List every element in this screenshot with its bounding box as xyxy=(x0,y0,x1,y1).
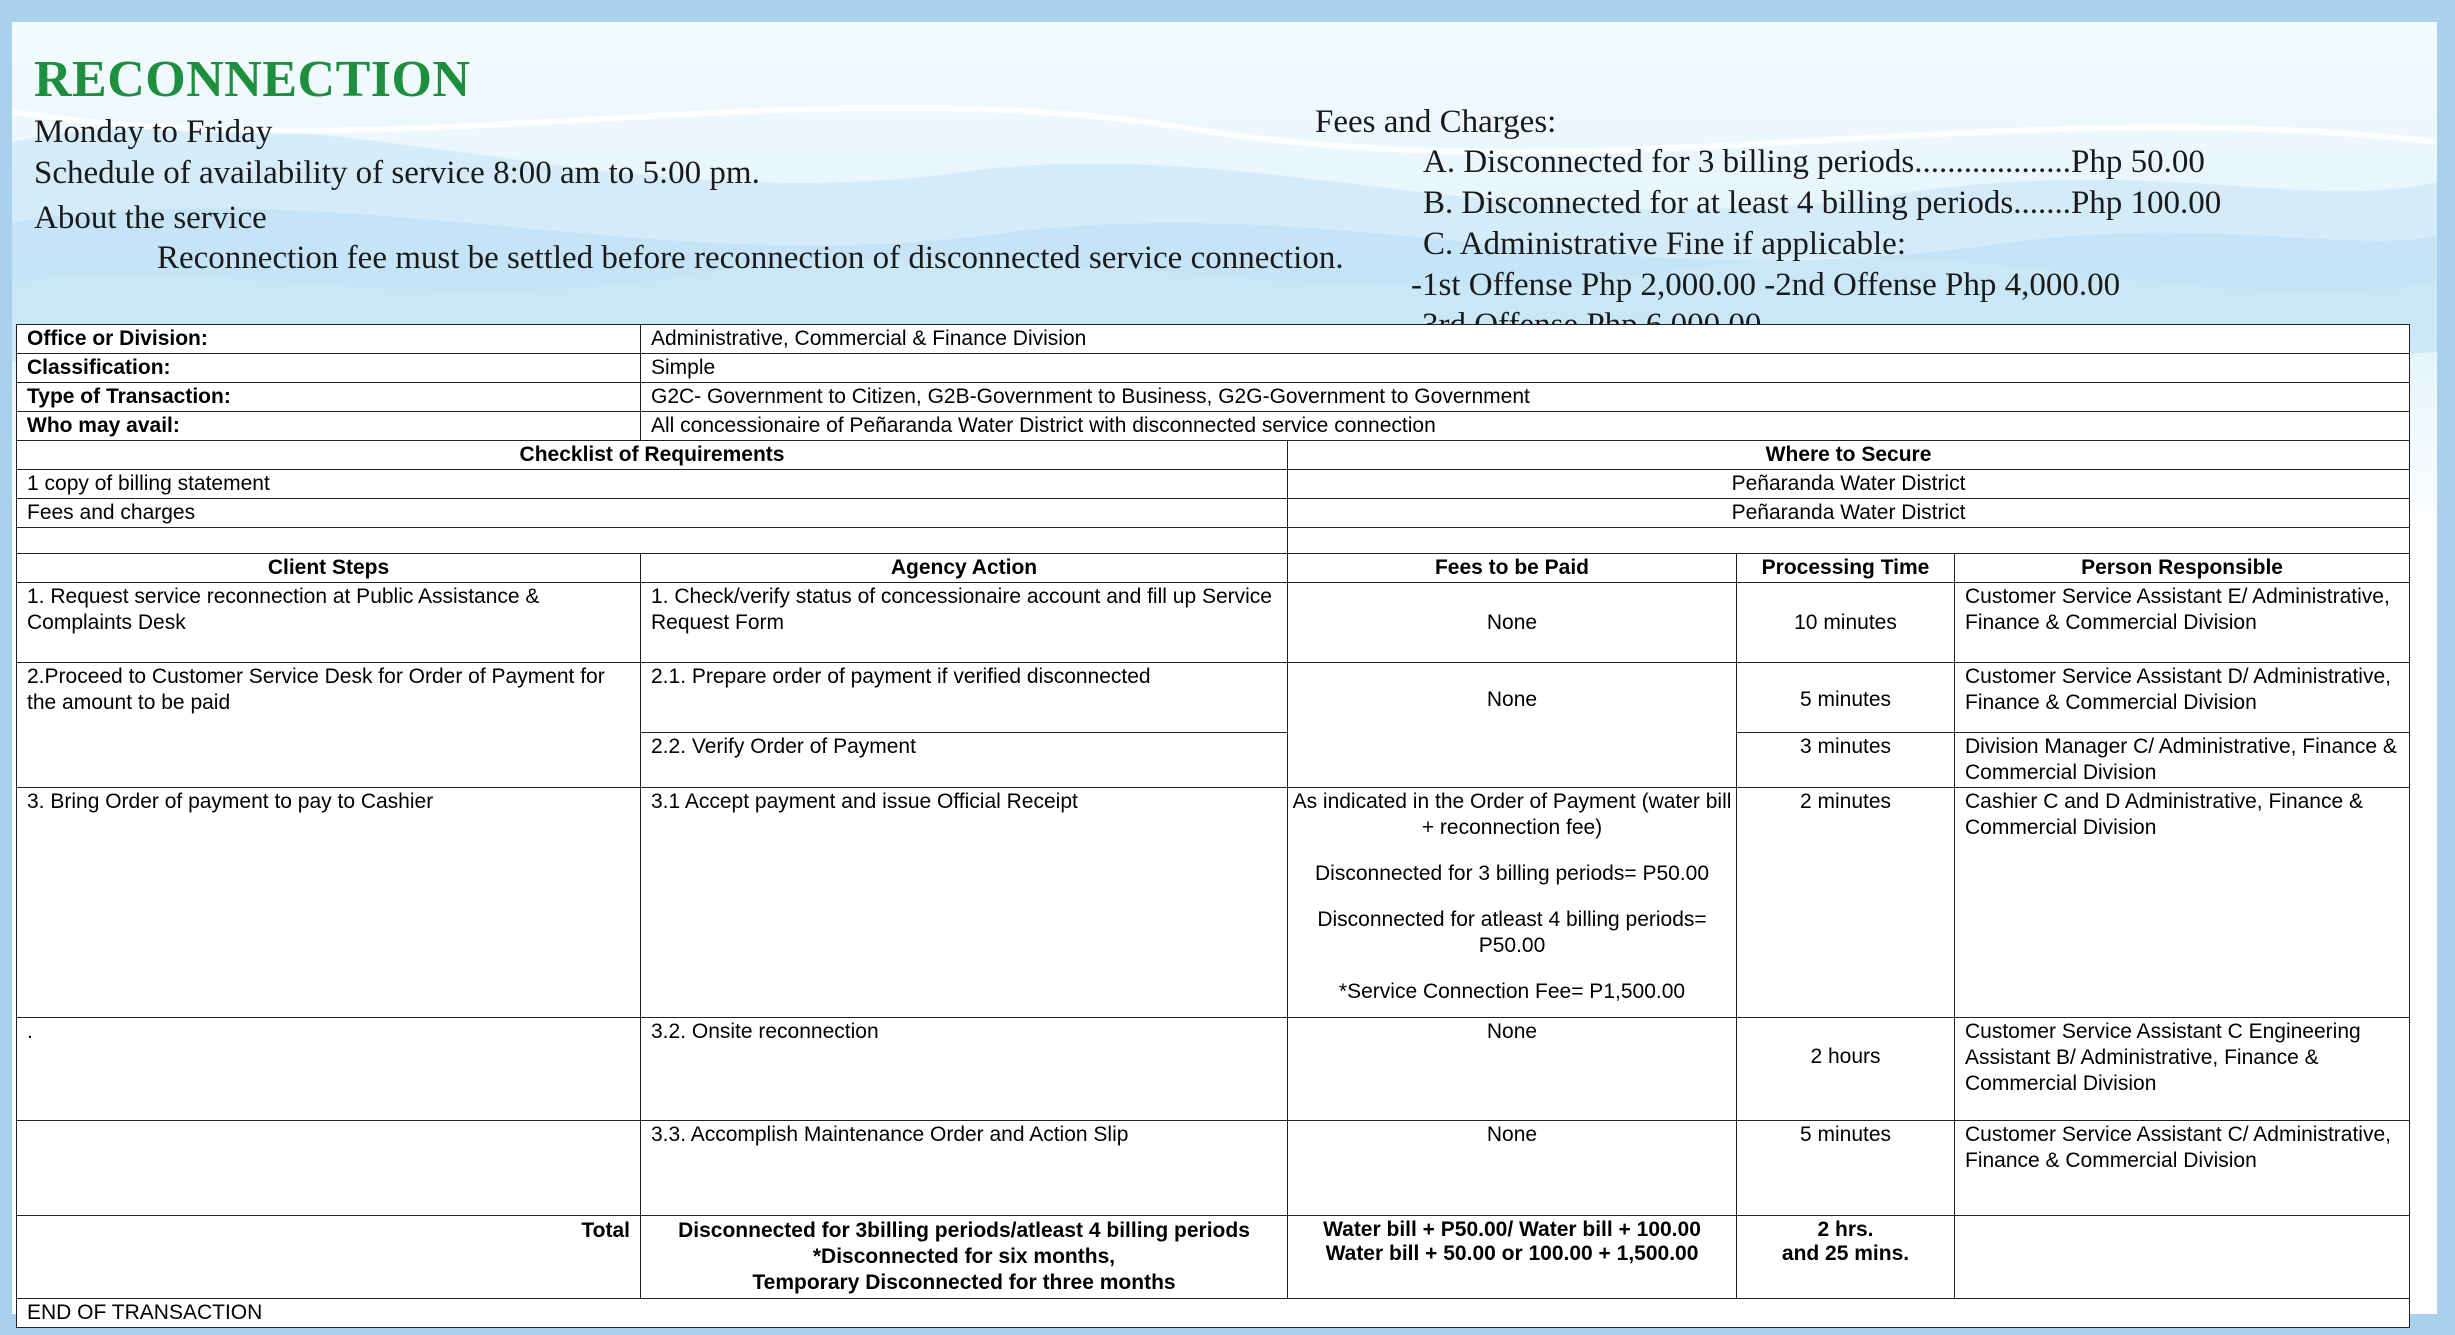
step-3-client: 3. Bring Order of payment to pay to Cashier xyxy=(17,788,641,1018)
requirement-empty-row xyxy=(17,528,1288,554)
step-2-fee: None xyxy=(1288,663,1737,788)
step-2-2-agency: 2.2. Verify Order of Payment xyxy=(641,733,1288,788)
requirement-source: Peñaranda Water District xyxy=(1288,499,2410,528)
checklist-header: Checklist of Requirements xyxy=(17,441,1288,470)
step-3-1-time: 2 minutes xyxy=(1737,788,1955,1018)
step-3-1-agency: 3.1 Accept payment and issue Official Receipt xyxy=(641,788,1288,1018)
step-3-1-person: Cashier C and D Administrative, Finance & Commercial Division xyxy=(1955,788,2410,1018)
fees-heading: Fees and Charges: xyxy=(1315,104,1557,140)
total-time-line: and 25 mins. xyxy=(1781,1242,1910,1265)
step-3-2-agency: 3.2. Onsite reconnection xyxy=(641,1018,1288,1121)
step-3-3-fee: None xyxy=(1288,1121,1737,1216)
fee-3-periods: Disconnected for 3 billing periods= P50.00 xyxy=(1315,862,1709,885)
step-3-3-person: Customer Service Assistant C/ Administrative, Finance & Commercial Division xyxy=(1955,1121,2410,1216)
step-3-2-fee: None xyxy=(1288,1018,1737,1121)
classification-value: Simple xyxy=(641,354,2410,383)
step-1-fee: None xyxy=(1288,583,1737,663)
requirement-item: Fees and charges xyxy=(17,499,1288,528)
end-of-transaction: END OF TRANSACTION xyxy=(17,1299,2410,1328)
step-3-3-time: 5 minutes xyxy=(1737,1121,1955,1216)
fee-item-a: A. Disconnected for 3 billing periods...................Php 50.00 xyxy=(1423,144,2205,180)
total-fee-line: Water bill + 50.00 or 100.00 + 1,500.00 xyxy=(1325,1242,1699,1265)
who-may-avail-label: Who may avail: xyxy=(17,412,641,441)
step-3-2-client: . xyxy=(17,1018,641,1121)
requirement-item: 1 copy of billing statement xyxy=(17,470,1288,499)
client-steps-header: Client Steps xyxy=(17,554,641,583)
total-fee xyxy=(1288,1216,1737,1299)
step-1-time: 10 minutes xyxy=(1737,583,1955,663)
fee-note: As indicated in the Order of Payment (water bill + reconnection fee) xyxy=(1292,790,1732,839)
fees-header: Fees to be Paid xyxy=(1288,554,1737,583)
total-person xyxy=(1955,1216,2410,1299)
fee-item-b: B. Disconnected for at least 4 billing periods.......Php 100.00 xyxy=(1423,185,2222,221)
step-2-1-person: Customer Service Assistant D/ Administrative, Finance & Commercial Division xyxy=(1955,663,2410,733)
step-2-1-agency: 2.1. Prepare order of payment if verified disconnected xyxy=(641,663,1288,733)
about-text: Reconnection fee must be settled before reconnection of disconnected service connection. xyxy=(157,240,1344,276)
step-2-client: 2.Proceed to Customer Service Desk for Order of Payment for the amount to be paid xyxy=(17,663,641,788)
page-title: RECONNECTION xyxy=(34,51,471,108)
requirement-source: Peñaranda Water District xyxy=(1288,470,2410,499)
schedule-hours: Schedule of availability of service 8:00 am to 5:00 pm. xyxy=(34,155,760,191)
step-3-2-person: Customer Service Assistant C Engineering Assistant B/ Administrative, Finance & Commercial Division xyxy=(1955,1018,2410,1121)
schedule-days: Monday to Friday xyxy=(34,114,273,150)
office-value: Administrative, Commercial & Finance Division xyxy=(641,325,2410,354)
step-3-3-client xyxy=(17,1121,641,1216)
fee-4-periods: Disconnected for atleast 4 billing periods= P50.00 xyxy=(1317,908,1707,957)
where-to-secure-header: Where to Secure xyxy=(1288,441,2410,470)
agency-action-header: Agency Action xyxy=(641,554,1288,583)
step-1-person: Customer Service Assistant E/ Administrative, Finance & Commercial Division xyxy=(1955,583,2410,663)
classification-label: Classification: xyxy=(17,354,641,383)
step-3-2-time: 2 hours xyxy=(1737,1018,1955,1121)
total-agency xyxy=(641,1216,1288,1299)
processing-time-header: Processing Time xyxy=(1737,554,1955,583)
step-1-agency: 1. Check/verify status of concessionaire account and fill up Service Request Form xyxy=(641,583,1288,663)
fee-item-c: C. Administrative Fine if applicable: xyxy=(1423,226,1906,262)
total-fee-line: Water bill + P50.00/ Water bill + 100.00 xyxy=(1323,1218,1701,1241)
total-time-line: 2 hrs. xyxy=(1817,1218,1874,1241)
who-may-avail-value: All concessionaire of Peñaranda Water District with disconnected service connection xyxy=(641,412,2410,441)
total-time xyxy=(1737,1216,1955,1299)
transaction-type-value: G2C- Government to Citizen, G2B-Government to Business, G2G-Government to Government xyxy=(641,383,2410,412)
total-agency-line: Temporary Disconnected for three months xyxy=(752,1271,1176,1294)
total-agency-line: Disconnected for 3billing periods/atleast 4 billing periods xyxy=(678,1219,1250,1242)
step-2-1-time: 5 minutes xyxy=(1737,663,1955,733)
step-3-1-fee xyxy=(1288,788,1737,1018)
step-2-2-person: Division Manager C/ Administrative, Finance & Commercial Division xyxy=(1955,733,2410,788)
total-label: Total xyxy=(17,1216,641,1299)
person-responsible-header: Person Responsible xyxy=(1955,554,2410,583)
transaction-type-label: Type of Transaction: xyxy=(17,383,641,412)
total-agency-line: *Disconnected for six months, xyxy=(812,1245,1116,1268)
step-2-2-time: 3 minutes xyxy=(1737,733,1955,788)
service-connection-fee: *Service Connection Fee= P1,500.00 xyxy=(1338,980,1686,1003)
citizens-charter-table xyxy=(16,324,2410,1328)
about-label: About the service xyxy=(34,200,267,236)
step-1-client: 1. Request service reconnection at Public Assistance & Complaints Desk xyxy=(17,583,641,663)
requirement-empty-row xyxy=(1288,528,2410,554)
fee-offenses-1-2: -1st Offense Php 2,000.00 -2nd Offense Php 4,000.00 xyxy=(1411,267,2121,303)
office-label: Office or Division: xyxy=(17,325,641,354)
step-3-3-agency: 3.3. Accomplish Maintenance Order and Action Slip xyxy=(641,1121,1288,1216)
